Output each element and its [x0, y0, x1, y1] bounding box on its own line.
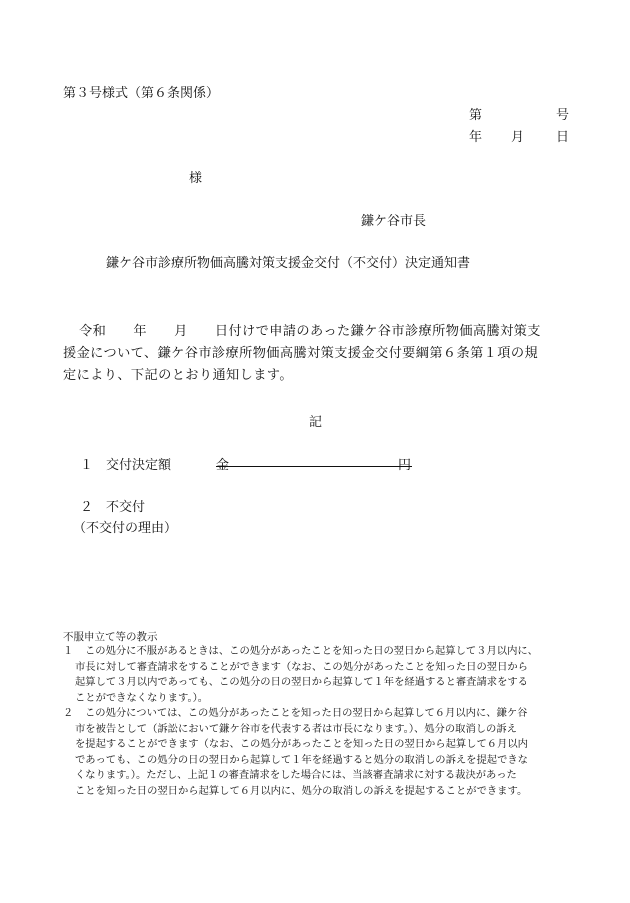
notice-item-2-line: くなります。）。ただし、上記１の審査請求をした場合には、当該審査請求に対する裁決があった [75, 769, 517, 782]
addressee-suffix: 様 [189, 171, 203, 186]
notice-item-1-line: ことができなくなります。）。 [75, 691, 209, 704]
notice-item-1-text [63, 644, 575, 706]
notice-item-2-line: であっても、この処分の日の翌日から起算して１年を経過すると処分の取消しの訴えを提起できな [75, 753, 528, 766]
item2-label: 不交付 [106, 500, 146, 515]
item1-label: 交付決定額 [106, 458, 172, 473]
amount-suffix: 円 [398, 458, 412, 473]
notice-item-2-line: 市を被告として（訴訟において鎌ケ谷市を代表する者は市長になります。）、処分の取消しの訴え [75, 722, 517, 735]
notice-item-2-line: この処分については、この処分があったことを知った日の翌日から起算して６月以内に、鎌ケ谷 [85, 707, 528, 719]
form-number: 第３号様式（第６条関係） [63, 86, 220, 101]
notice-heading: 不服申立て等の教示 [63, 631, 158, 643]
item2-number: ２ [80, 500, 94, 515]
notice-item-2-number: ２ [63, 707, 74, 719]
body-line-1: 令和 年 月 日付けで申請のあった鎌ケ谷市診療所物価高騰対策支 [79, 324, 541, 339]
issuer: 鎌ケ谷市長 [361, 214, 427, 229]
ki-heading: 記 [309, 415, 323, 430]
notice-item-2-text [63, 706, 575, 800]
document-title: 鎌ケ谷市診療所物価高騰対策支援金交付（不交付）決定通知書 [106, 256, 471, 271]
doc-number-suffix: 号 [556, 108, 570, 123]
doc-number-prefix: 第 [469, 108, 483, 123]
item1-number: １ [80, 458, 94, 473]
notice-item-2-line: ことを知った日の翌日から起算して６月以内に、処分の取消しの訴えを提起することができます。 [75, 784, 528, 797]
notice-item-2-line: を提起することができます（なお、この処分があったことを知った日の翌日から起算して６月以内 [75, 738, 528, 751]
notice-item-1-line: 起算して３月以内であっても、この処分の日の翌日から起算して１年を経過すると審査請求をする [75, 676, 528, 689]
notice-item-2 [63, 706, 575, 800]
item2-reason-label: （不交付の理由） [73, 521, 178, 536]
notice-item-1-line: 市長に対して審査請求をすることができます（なお、この処分があったことを知った日の翌日から [75, 660, 528, 673]
date-month-label: 月 [511, 130, 525, 145]
amount-prefix: 金 [216, 458, 230, 473]
body-line-3: 定により、下記のとおり通知します。 [63, 368, 293, 383]
amount-underline [216, 466, 412, 467]
date-year-label: 年 [469, 130, 483, 145]
notice-item-1-line: この処分に不服があるときは、この処分があったことを知った日の翌日から起算して３月以内に、 [85, 645, 538, 657]
date-day-label: 日 [556, 130, 570, 145]
body-line-2: 援金について、鎌ケ谷市診療所物価高騰対策支援金交付要綱第６条第１項の規 [63, 346, 539, 361]
notice-item-1 [63, 644, 575, 706]
notice-item-1-number: １ [63, 645, 74, 657]
body-paragraph [63, 321, 583, 387]
